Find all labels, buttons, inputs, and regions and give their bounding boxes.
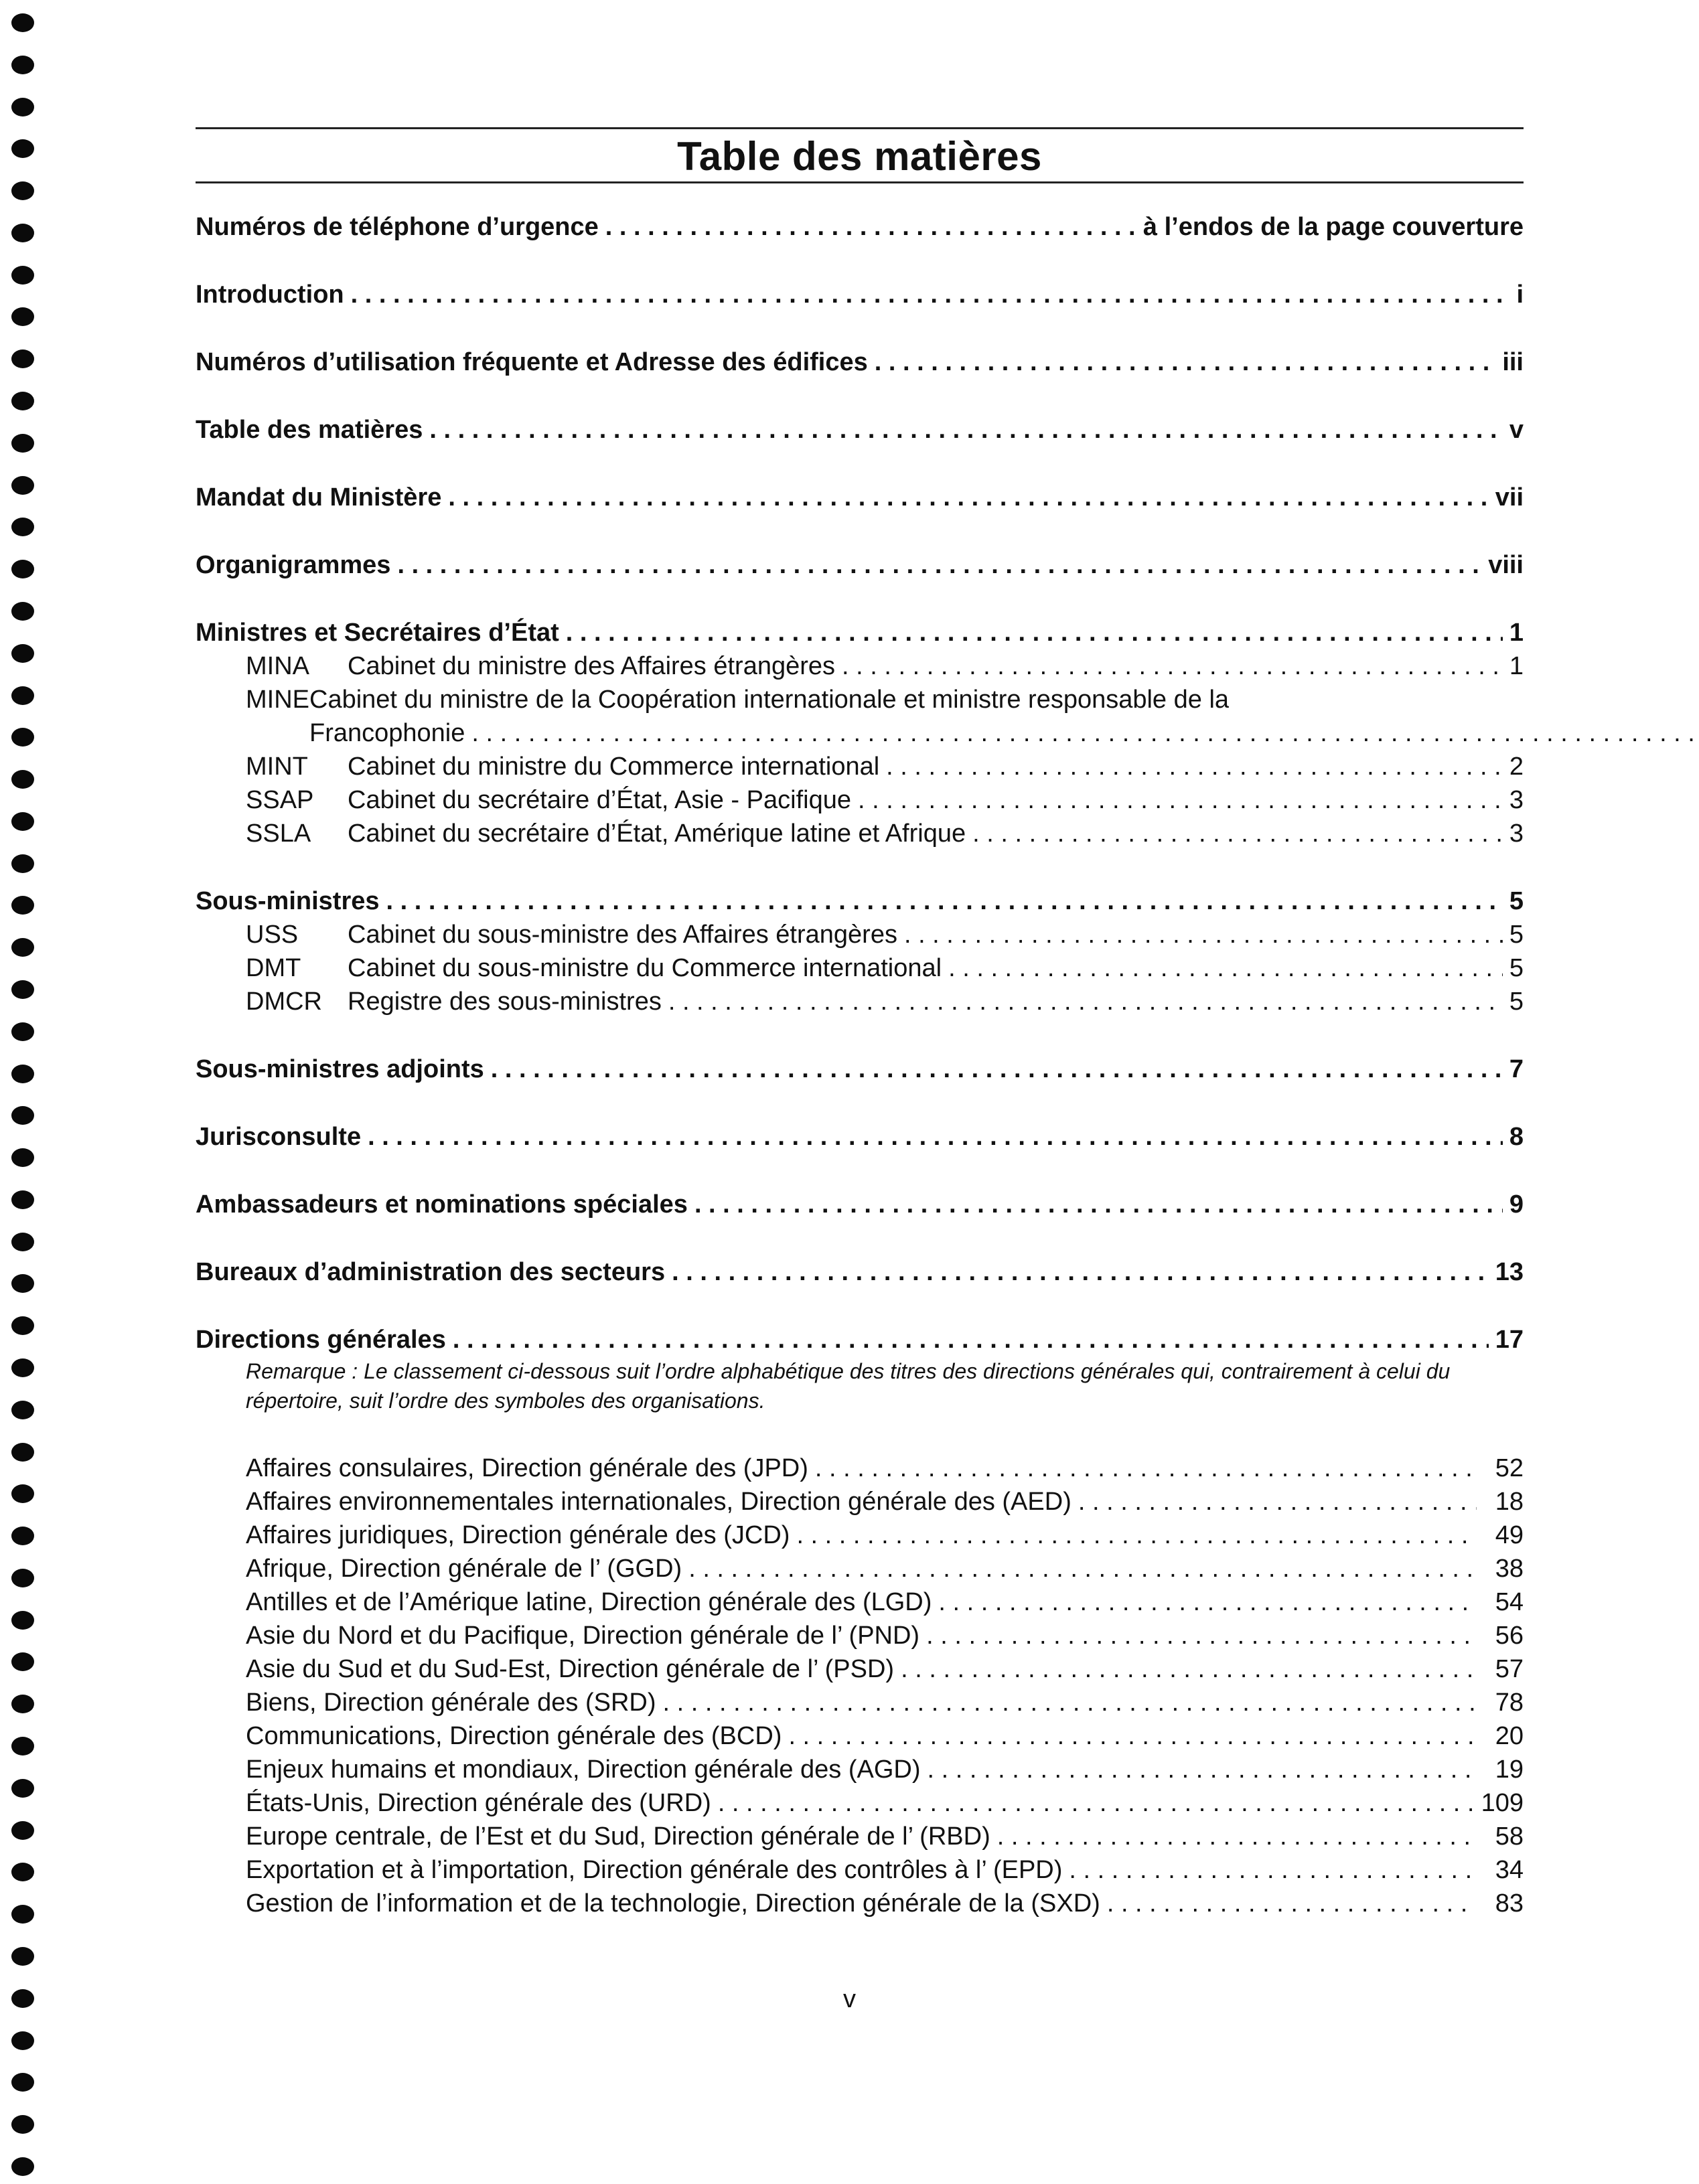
directorate-page: 54 [1495,1588,1524,1616]
directorate-label: Affaires consulaires, Direction générale des (JPD) [246,1454,808,1482]
dot-leader [997,1820,1477,1853]
dot-leader [901,1652,1477,1686]
toc-sub-page: 2 [1509,753,1524,781]
punch-hole-icon [11,1274,34,1293]
directorate-label: Afrique, Direction générale de l’ (GGD) [246,1555,682,1583]
directorate-entry [196,1518,1524,1552]
toc-section [196,1120,1524,1154]
toc-sub-text [309,683,1699,750]
directorate-label: États-Unis, Direction générale des (URD) [246,1789,711,1817]
directorate-entry [196,1719,1524,1753]
office-name: Cabinet du sous-ministre des Affaires étrangères [348,921,897,949]
punch-hole-icon [11,13,34,32]
dot-leader [788,1719,1477,1753]
directorate-entry [196,1853,1524,1887]
dot-leader [453,1323,1489,1356]
office-code: SSLA [246,820,311,848]
toc-sub-page: 5 [1509,954,1524,982]
directorate-entry [196,1552,1524,1585]
directorate-label: Gestion de l’information et de la technologie, Direction générale de la (SXD) [246,1889,1100,1918]
directorate-label: Enjeux humains et mondiaux, Direction générale des (AGD) [246,1756,921,1784]
dot-leader [1078,1485,1477,1518]
directorate-page: 34 [1495,1856,1524,1884]
toc-sub-entry [196,783,1524,817]
dot-leader [928,1753,1477,1786]
punch-hole-icon [11,1106,34,1125]
directorate-page: 83 [1495,1889,1524,1918]
directorate-entry [196,1452,1524,1485]
directorate-page: 52 [1495,1454,1524,1482]
office-code: DMT [246,954,301,982]
dot-leader [875,345,1496,379]
dot-leader [842,649,1503,683]
directorate-label: Affaires juridiques, Direction générale des (JCD) [246,1521,790,1549]
directorate-entry [196,1786,1524,1820]
toc-section-page: viii [1488,551,1524,579]
dot-leader [386,884,1503,918]
dot-leader [1107,1887,1477,1920]
dot-leader [368,1120,1503,1154]
office-name: Cabinet du sous-ministre du Commerce international [348,954,942,982]
directorate-entry [196,1820,1524,1853]
toc-section-label: Jurisconsulte [196,1123,362,1151]
punch-hole-icon [11,139,34,158]
dot-leader [796,1518,1477,1552]
directorate-page: 38 [1495,1555,1524,1583]
office-code: SSAP [246,786,314,814]
toc-sub-page: 3 [1509,786,1524,814]
toc-section [196,1255,1524,1289]
remark-note: Remarque : Le classement ci-dessous suit l’ordre alphabétique des titres des directions générales qui, contrairement à celui du répertoire, suit l’ordre des symboles des organisations. [246,1359,1451,1413]
punch-hole-icon [11,98,34,116]
page-number: v [843,1985,856,2013]
punch-hole-icon [11,1022,34,1041]
punch-hole-icon [11,1863,34,1881]
directorate-page: 109 [1481,1789,1524,1817]
toc-section-label: Table des matières [196,416,423,444]
directorate-entry [196,1619,1524,1652]
toc-section [196,210,1524,244]
dot-leader [904,918,1503,951]
toc-section-label: Introduction [196,281,344,309]
punch-hole-icon [11,1065,34,1083]
toc-section [196,345,1524,379]
toc-section [196,616,1524,649]
dot-leader [471,716,1699,750]
toc-section-page: 13 [1495,1258,1524,1286]
punch-hole-icon [11,1190,34,1209]
directorate-entry [196,1887,1524,1920]
toc-sub-entry [196,817,1524,850]
directorate-page: 18 [1495,1488,1524,1516]
dot-leader [948,951,1503,985]
punch-hole-icon [11,2073,34,2092]
toc-section-page: 8 [1509,1123,1524,1151]
office-name: Cabinet du secrétaire d’État, Amérique latine et Afrique [348,820,966,848]
directorate-page: 20 [1495,1722,1524,1750]
punch-hole-icon [11,1611,34,1630]
directorate-label: Biens, Direction générale des (SRD) [246,1689,656,1717]
dot-leader [886,750,1503,783]
binding-holes [9,13,36,2176]
punch-hole-icon [11,518,34,536]
dot-leader [858,783,1503,817]
toc-section-page: i [1516,281,1524,309]
punch-hole-icon [11,1233,34,1251]
directorate-page: 19 [1495,1756,1524,1784]
toc-section-page: vii [1495,483,1524,512]
toc-sub-label [246,951,942,985]
toc-section [196,1323,1524,1356]
toc-sub-page: 5 [1509,921,1524,949]
punch-hole-icon [11,392,34,410]
dot-leader [566,616,1503,649]
dot-leader [491,1052,1503,1086]
toc-section-page: 17 [1495,1326,1524,1354]
directorate-label: Asie du Sud et du Sud-Est, Direction générale de l’ (PSD) [246,1655,895,1683]
toc-sub-label [246,985,662,1018]
punch-hole-icon [11,938,34,957]
toc-sub-label [246,783,851,817]
punch-hole-icon [11,1821,34,1840]
dot-leader [972,817,1503,850]
punch-hole-icon [11,2115,34,2134]
dot-leader [815,1452,1477,1485]
office-name: Cabinet du ministre de la Coopération internationale et ministre responsable de la [309,686,1230,714]
dot-leader [694,1188,1503,1221]
punch-hole-icon [11,854,34,873]
dot-leader [1069,1853,1477,1887]
punch-hole-icon [11,2157,34,2176]
toc-section [196,548,1524,582]
toc-section-label: Mandat du Ministère [196,483,442,512]
dot-leader [663,1686,1477,1719]
toc-sub-label [246,918,897,951]
toc-section-label: Directions générales [196,1326,446,1354]
office-name-cont: Francophonie [309,719,465,747]
office-code: MINE [246,686,309,714]
table-of-contents [196,210,1524,1920]
punch-hole-icon [11,1527,34,1545]
toc-sub-page: 3 [1509,820,1524,848]
punch-hole-icon [11,560,34,578]
directorate-label: Exportation et à l’importation, Direction générale des contrôles à l’ (EPD) [246,1856,1063,1884]
directorate-page: 58 [1495,1822,1524,1851]
punch-hole-icon [11,1947,34,1966]
punch-hole-icon [11,1401,34,1419]
document-page [196,127,1524,1920]
toc-section-page: à l’endos de la page couverture [1142,213,1524,241]
punch-hole-icon [11,1148,34,1167]
toc-section-label: Sous-ministres adjoints [196,1055,484,1083]
directorate-label: Asie du Nord et du Pacifique, Direction générale de l’ (PND) [246,1622,920,1650]
punch-hole-icon [11,1316,34,1335]
toc-section-page: 5 [1509,887,1524,915]
punch-hole-icon [11,1652,34,1671]
punch-hole-icon [11,812,34,831]
toc-section-label: Numéros d’utilisation fréquente et Adresse des édifices [196,348,868,376]
punch-hole-icon [11,2031,34,2050]
punch-hole-icon [11,980,34,999]
dot-leader [351,278,1510,311]
toc-sub-label [246,750,879,783]
toc-section-page: 9 [1509,1190,1524,1219]
punch-hole-icon [11,896,34,915]
directorate-entry [196,1585,1524,1619]
punch-hole-icon [11,1779,34,1798]
directorate-label: Affaires environnementales internationales, Direction générale des (AED) [246,1488,1072,1516]
toc-section-label: Sous-ministres [196,887,380,915]
directorate-page: 49 [1495,1521,1524,1549]
dot-leader [672,1255,1489,1289]
dot-leader [429,413,1503,447]
directorate-list [196,1452,1524,1920]
office-name: Cabinet du ministre des Affaires étrangères [348,652,836,680]
toc-section-label: Bureaux d’administration des secteurs [196,1258,666,1286]
directorate-entry [196,1686,1524,1719]
dot-leader [938,1585,1477,1619]
toc-section-page: v [1509,416,1524,444]
page-title: Table des matières [677,134,1042,179]
directorate-label: Communications, Direction générale des (BCD) [246,1722,782,1750]
punch-hole-icon [11,56,34,74]
toc-section-label: Ambassadeurs et nominations spéciales [196,1190,688,1219]
dot-leader [718,1786,1475,1820]
toc-sub-entry [196,951,1524,985]
toc-section [196,481,1524,514]
punch-hole-icon [11,728,34,747]
directorate-page: 57 [1495,1655,1524,1683]
punch-hole-icon [11,644,34,663]
punch-hole-icon [11,434,34,453]
punch-hole-icon [11,476,34,495]
directorate-entry [196,1652,1524,1686]
toc-section-page: 7 [1509,1055,1524,1083]
office-code: DMCR [246,988,322,1016]
toc-section-page: 1 [1509,619,1524,647]
office-code: USS [246,921,299,949]
office-name: Registre des sous-ministres [348,988,662,1016]
punch-hole-icon [11,1569,34,1587]
title-block [196,127,1524,183]
directorate-label: Antilles et de l’Amérique latine, Direction générale des (LGD) [246,1588,932,1616]
toc-section [196,278,1524,311]
office-code: MINT [246,753,308,781]
toc-sub-page: 5 [1509,988,1524,1016]
punch-hole-icon [11,1695,34,1713]
dot-leader [448,481,1488,514]
office-code: MINA [246,652,309,680]
toc-section-label: Numéros de téléphone d’urgence [196,213,599,241]
toc-sub-entry [196,750,1524,783]
toc-sub-entry [196,918,1524,951]
toc-sub-entry [196,683,1524,750]
punch-hole-icon [11,1358,34,1377]
directorate-label: Europe centrale, de l’Est et du Sud, Direction générale de l’ (RBD) [246,1822,990,1851]
punch-hole-icon [11,1443,34,1462]
punch-hole-icon [11,686,34,705]
directorate-page: 78 [1495,1689,1524,1717]
dot-leader [688,1552,1477,1585]
directorate-entry [196,1753,1524,1786]
toc-sub-entry [196,985,1524,1018]
directorate-entry [196,1485,1524,1518]
directorate-page: 56 [1495,1622,1524,1650]
dot-leader [926,1619,1477,1652]
toc-section-page: iii [1502,348,1524,376]
office-name: Cabinet du secrétaire d’État, Asie - Pacifique [348,786,851,814]
punch-hole-icon [11,307,34,326]
toc-section [196,413,1524,447]
toc-sub-line [309,716,1699,750]
punch-hole-icon [11,1905,34,1924]
toc-section-label: Organigrammes [196,551,391,579]
punch-hole-icon [11,602,34,621]
dot-leader [397,548,1481,582]
punch-hole-icon [11,1484,34,1503]
dot-leader [668,985,1503,1018]
office-name: Cabinet du ministre du Commerce international [348,753,880,781]
toc-sub-page: 1 [1509,652,1524,680]
toc-section [196,1052,1524,1086]
punch-hole-icon [11,224,34,242]
punch-hole-icon [11,770,34,789]
toc-sub-label [246,817,966,850]
toc-section-label: Ministres et Secrétaires d’État [196,619,559,647]
punch-hole-icon [11,266,34,285]
toc-sub-entry [196,649,1524,683]
toc-section [196,1188,1524,1221]
punch-hole-icon [11,349,34,368]
toc-section [196,884,1524,918]
punch-hole-icon [11,181,34,200]
punch-hole-icon [11,1737,34,1756]
toc-sub-label [246,649,835,683]
dot-leader [605,210,1136,244]
